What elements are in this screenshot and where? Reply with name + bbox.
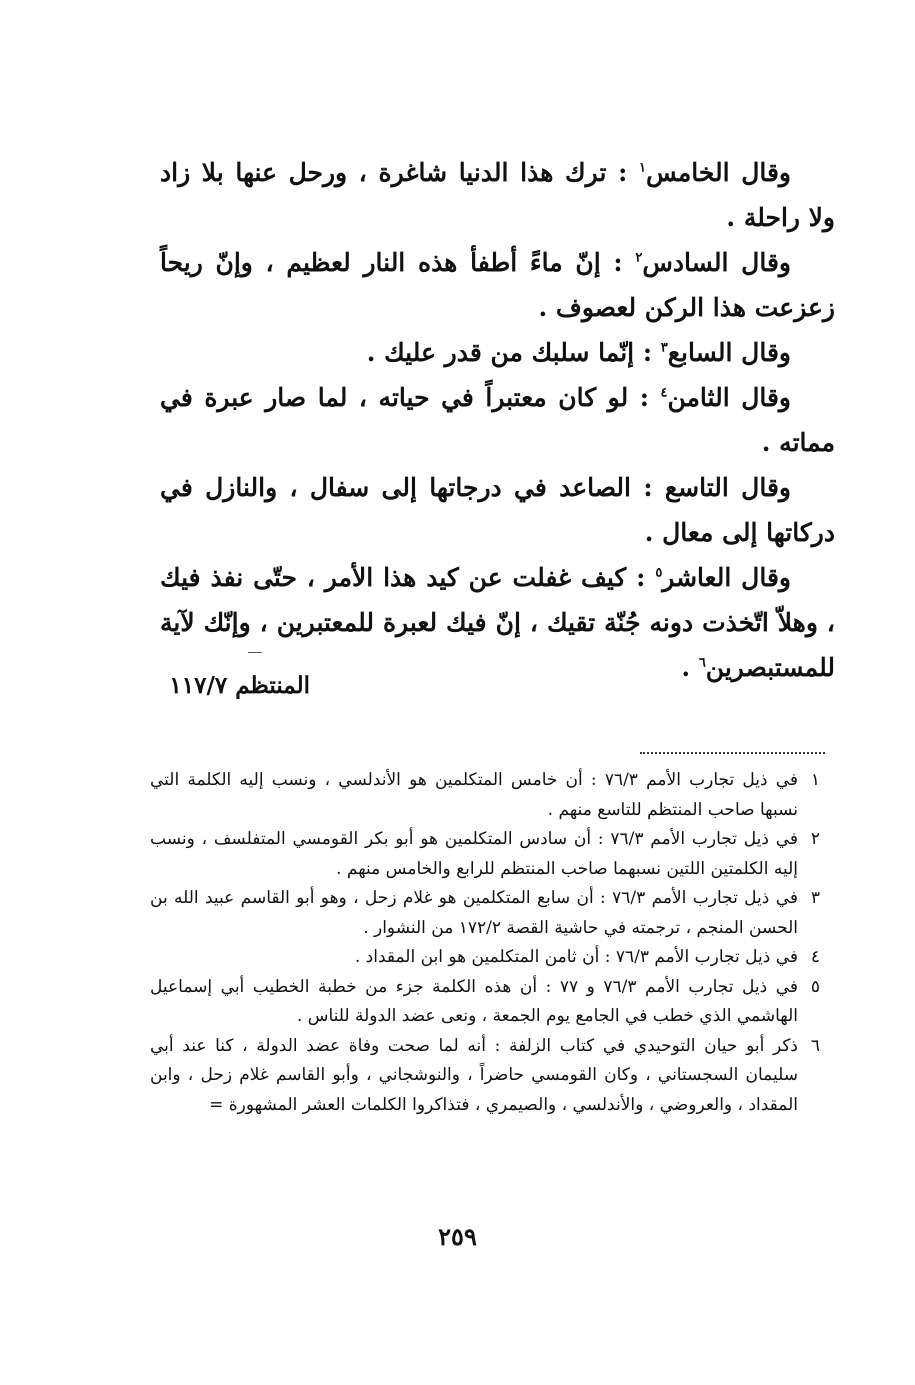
saying-text: : إنّ ماءً أطفأ هذه النار لعظيم ، وإنّ ريحاً زعزعت هذا الركن لعصوف . [160, 248, 835, 322]
source-citation: المنتظم ١١٧/٧ [169, 672, 310, 699]
saying-label: وقال السابع [667, 338, 791, 367]
footnote-number: ٤ [810, 947, 820, 967]
saying-text: : الصاعد في درجاتها إلى سفال ، والنازل في دركاتها إلى معال . [160, 473, 835, 547]
footnote-text: في ذيل تجارب الأمم ٧٦/٣ : أن سابع المتكلمين هو غلام زحل ، وهو أبو القاسم عبيد الله بن الحسن المنجم ، ترجمته في حاشية القصة ١٧٢/٢ من النشوار . [150, 888, 798, 938]
saying-label: وقال التاسع [664, 473, 791, 502]
saying-text: : كيف غفلت عن كيد هذا الأمر ، حتّى نفذ فيك ، وهلاّ اتّخذت دونه جُنّة تقيك ، إنّ فيك لعبرة للمعتبرين ، وإنّك لآية للمستبصرين [160, 563, 835, 682]
footnote-number: ٦ [810, 1035, 820, 1056]
saying-ninth [160, 465, 835, 555]
footnote-text: في ذيل تجارب الأمم ٧٦/٣ : أن سادس المتكلمين هو أبو بكر القومسي المتفلسف ، ونسب إليه الكلمتين اللتين نسبهما صاحب المنتظم للرابع والخامس منهم . [150, 829, 798, 879]
footnote-ref[interactable]: ٤ [660, 385, 668, 401]
footnote-item [150, 1032, 820, 1121]
saying-text: : إنّما سلبك من قدر عليك . [366, 338, 661, 367]
footnote-text: ذكر أبو حيان التوحيدي في كتاب الزلفة : أنه لما صحت وفاة عضد الدولة ، كنا عند أبي سليمان السجستاني ، وكان القومسي حاضراً ، والنوشجاني ، وأبو القاسم غلام زحل ، وابن المقداد ، والعروضي ، والأندلسي ، والصيمري ، فتذاكروا الكلمات العشر المشهورة = [150, 1035, 798, 1115]
saying-tenth [160, 555, 835, 690]
footnote-ref[interactable]: ١ [638, 160, 646, 176]
footnote-ref[interactable]: ٢ [635, 250, 643, 266]
footnote-item [150, 825, 820, 884]
saying-text: : لو كان معتبراً في حياته ، لما صار عبرة في مماته . [160, 383, 835, 457]
main-text [160, 150, 835, 690]
footnote-text: في ذيل تجارب الأمم ٧٦/٣ : أن ثامن المتكلمين هو ابن المقداد . [354, 947, 798, 967]
saying-seventh [160, 330, 835, 375]
footnotes [150, 766, 820, 1120]
saying-label: وقال السادس [642, 248, 791, 277]
footnote-item [150, 884, 820, 943]
footnote-item [150, 766, 820, 825]
saying-label: وقال الثامن [667, 383, 791, 412]
saying-label: وقال العاشر [662, 563, 791, 592]
divider-dash [248, 652, 262, 653]
saying-sixth [160, 240, 835, 330]
saying-label: وقال الخامس [645, 158, 791, 187]
footnote-ref[interactable]: ٥ [655, 565, 663, 581]
footnote-separator [640, 752, 825, 754]
page-number: ٢٥٩ [438, 1222, 477, 1251]
footnote-number: ٥ [810, 976, 820, 997]
footnote-ref[interactable]: ٦ [698, 655, 706, 671]
footnote-number: ١ [810, 770, 820, 790]
footnote-ref[interactable]: ٣ [660, 340, 668, 356]
footnote-text: في ذيل تجارب الأمم ٧٦/٣ و ٧٧ : أن هذه الكلمة جزء من خطبة الخطيب أبي إسماعيل الهاشمي الذي خطب في الجامع يوم الجمعة ، ونعى عضد الدولة للناس . [150, 976, 798, 1026]
saying-end: . [681, 653, 699, 682]
saying-fifth [160, 150, 835, 240]
footnote-number: ٢ [810, 829, 820, 849]
saying-eighth [160, 375, 835, 465]
saying-text: : ترك هذا الدنيا شاغرة ، ورحل عنها بلا زاد ولا راحلة . [160, 158, 835, 232]
footnote-item [150, 943, 820, 973]
footnote-item [150, 973, 820, 1032]
footnote-text: في ذيل تجارب الأمم ٧٦/٣ : أن خامس المتكلمين هو الأندلسي ، ونسب إليه الكلمة التي نسبها صاحب المنتظم للتاسع منهم . [150, 770, 798, 820]
footnote-number: ٣ [810, 888, 820, 908]
